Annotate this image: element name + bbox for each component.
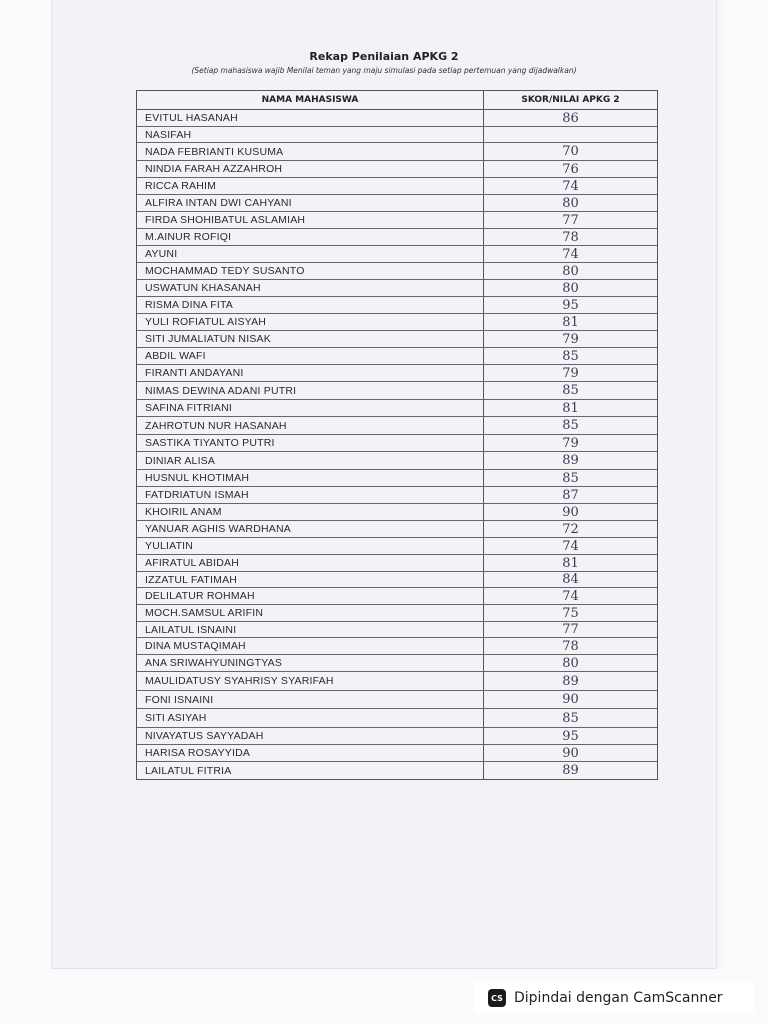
table-row [137,504,657,521]
student-name: RICCA RAHIM [137,178,484,194]
student-score: 79 [562,365,579,381]
student-name: HARISA ROSAYYIDA [137,745,484,761]
student-name: NASIFAH [137,127,484,142]
table-row [137,521,657,538]
table-row [137,178,657,195]
student-score: 74 [562,246,579,262]
table-row [137,400,657,417]
table-row [137,728,657,745]
table-row [137,572,657,588]
table-row [137,638,657,655]
table-row [137,470,657,487]
table-row [137,127,657,143]
student-name: ABDIL WAFI [137,348,484,364]
student-name: SAFINA FITRIANI [137,400,484,416]
table-row [137,161,657,178]
student-name: AYUNI [137,246,484,262]
student-score: 87 [562,487,579,503]
table-row [137,605,657,622]
student-score: 80 [562,263,579,279]
student-score: 74 [562,178,579,194]
student-name: LAILATUL FITRIA [137,762,484,779]
student-name: KHOIRIL ANAM [137,504,484,520]
student-score: 77 [562,212,579,228]
student-score: 89 [562,763,579,778]
student-score: 77 [562,622,579,637]
table-row [137,280,657,297]
camscanner-logo-icon: CS [488,989,506,1007]
table-row [137,263,657,280]
student-score: 76 [562,161,579,177]
student-score: 85 [562,470,579,486]
student-name: MOCH.SAMSUL ARIFIN [137,605,484,621]
student-name: SITI ASIYAH [137,709,484,727]
table-row [137,487,657,504]
table-row [137,672,657,691]
camscanner-text: Dipindai dengan CamScanner [514,990,723,1006]
header-name: NAMA MAHASISWA [137,91,484,109]
table-row [137,229,657,246]
student-name: NADA FEBRIANTI KUSUMA [137,143,484,160]
student-name: AFIRATUL ABIDAH [137,555,484,571]
table-row [137,745,657,762]
student-name: DINIAR ALISA [137,452,484,469]
table-row [137,382,657,400]
table-row [137,331,657,348]
student-name: HUSNUL KHOTIMAH [137,470,484,486]
student-name: FIRANTI ANDAYANI [137,365,484,381]
student-name: FATDRIATUN ISMAH [137,487,484,503]
document-title: Rekap Penilaian APKG 2 [309,50,459,63]
student-score: 80 [562,280,579,296]
table-body [137,110,657,779]
student-score: 85 [562,383,579,398]
table-row [137,246,657,263]
student-name: NIVAYATUS SAYYADAH [137,728,484,744]
student-score: 80 [562,195,579,211]
student-score: 79 [562,435,579,451]
student-name: MOCHAMMAD TEDY SUSANTO [137,263,484,279]
student-name: LAILATUL ISNAINI [137,622,484,637]
table-row [137,588,657,605]
student-score: 70 [562,144,579,159]
student-name: IZZATUL FATIMAH [137,572,484,587]
student-name: ANA SRIWAHYUNINGTYAS [137,655,484,671]
student-name: YANUAR AGHIS WARDHANA [137,521,484,537]
student-score: 74 [562,538,579,554]
table-row [137,314,657,331]
student-score: 85 [562,710,579,726]
student-score: 79 [562,331,579,347]
student-score: 89 [562,673,579,689]
score-table [136,90,658,780]
student-score: 85 [562,418,579,433]
student-score: 74 [562,588,579,604]
student-score [484,127,657,142]
table-row [137,655,657,672]
student-score: 81 [562,400,579,416]
student-name: RISMA DINA FITA [137,297,484,313]
table-row [137,417,657,435]
student-score: 75 [562,605,579,621]
table-row [137,622,657,638]
table-row [137,212,657,229]
student-name: NIMAS DEWINA ADANI PUTRI [137,382,484,399]
table-row [137,555,657,572]
student-score: 90 [562,745,579,761]
student-name: ZAHROTUN NUR HASANAH [137,417,484,434]
student-name: DINA MUSTAQIMAH [137,638,484,654]
student-name: EVITUL HASANAH [137,110,484,126]
student-score: 86 [562,110,579,126]
student-score: 80 [562,655,579,671]
document-subtitle: (Setiap mahasiswa wajib Menilai teman yang maju simulasi pada setiap pertemuan yang dijadwalkan) [191,66,577,75]
student-score: 81 [562,314,579,330]
student-score: 78 [562,638,579,654]
table-row [137,365,657,382]
table-row [137,762,657,779]
table-row [137,691,657,709]
student-name: SITI JUMALIATUN NISAK [137,331,484,347]
student-name: YULI ROFIATUL AISYAH [137,314,484,330]
table-row [137,709,657,728]
table-row [137,538,657,555]
student-score: 95 [562,728,579,744]
student-name: M.AINUR ROFIQI [137,229,484,245]
student-score: 85 [562,348,579,364]
student-name: YULIATIN [137,538,484,554]
student-score: 95 [562,297,579,313]
table-row [137,348,657,365]
camscanner-badge [474,982,754,1014]
student-score: 90 [562,692,579,707]
student-score: 84 [562,572,579,587]
table-row [137,195,657,212]
student-name: FIRDA SHOHIBATUL ASLAMIAH [137,212,484,228]
student-name: MAULIDATUSY SYAHRISY SYARIFAH [137,672,484,690]
table-row [137,297,657,314]
student-score: 89 [562,453,579,468]
student-score: 81 [562,555,579,571]
table-row [137,110,657,127]
student-name: NINDIA FARAH AZZAHROH [137,161,484,177]
student-name: SASTIKA TIYANTO PUTRI [137,435,484,451]
student-score: 90 [562,504,579,520]
table-row [137,435,657,452]
header-score: SKOR/NILAI APKG 2 [521,95,620,105]
table-header [137,91,657,110]
student-name: USWATUN KHASANAH [137,280,484,296]
table-row [137,452,657,470]
student-name: FONI ISNAINI [137,691,484,708]
table-row [137,143,657,161]
student-score: 72 [562,521,579,537]
student-name: DELILATUR ROHMAH [137,588,484,604]
student-score: 78 [562,229,579,245]
student-name: ALFIRA INTAN DWI CAHYANI [137,195,484,211]
